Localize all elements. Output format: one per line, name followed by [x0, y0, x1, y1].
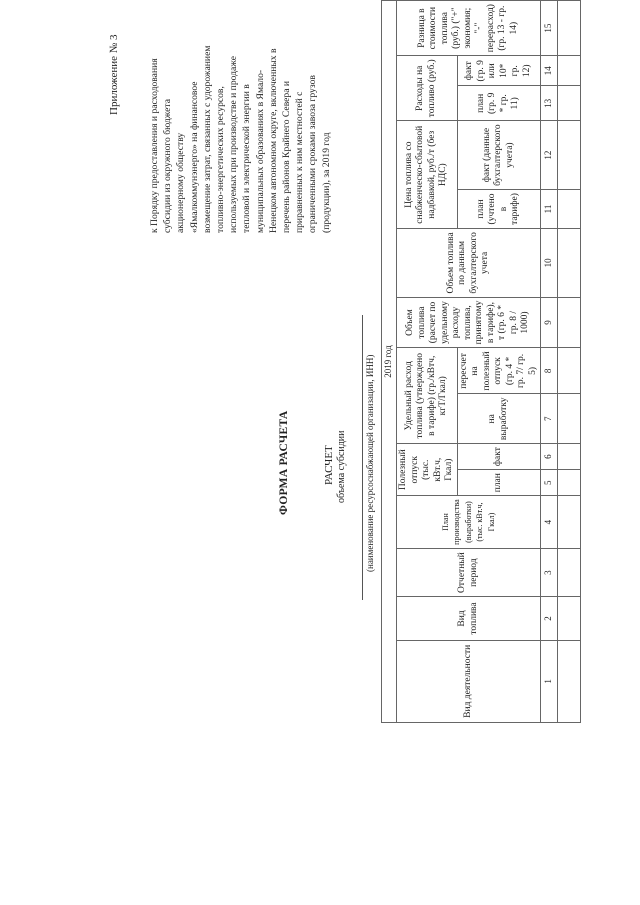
- empty-cell[interactable]: [558, 496, 581, 549]
- empty-cell[interactable]: [558, 56, 581, 86]
- empty-cell[interactable]: [558, 229, 581, 298]
- empty-cell[interactable]: [558, 348, 581, 394]
- year-header: 2019 год: [382, 1, 397, 723]
- subheader-supply-fact: факт: [457, 444, 541, 470]
- column-number: 12: [541, 121, 558, 190]
- subheader-costs-plan: план (гр. 9 * гр. 11): [457, 86, 541, 121]
- column-number: 8: [541, 348, 558, 394]
- column-number: 11: [541, 189, 558, 228]
- column-number: 3: [541, 548, 558, 597]
- column-number: 14: [541, 56, 558, 86]
- empty-cell[interactable]: [558, 444, 581, 470]
- calc-title: РАСЧЕТ: [323, 445, 335, 485]
- header-fuel-volume-acc: Объем топлива по данным бухгалтерского учета: [397, 229, 541, 298]
- empty-cell[interactable]: [558, 189, 581, 228]
- header-activity: Вид деятельности: [397, 640, 541, 722]
- subsidy-calculation-table: [381, 0, 581, 723]
- header-fuel-type: Вид топлива: [397, 597, 541, 640]
- column-number: 7: [541, 394, 558, 444]
- appendix-text: к Порядку предоставления и расходования субсидии из окружного бюджета акционерному обществу «Ямалкоммунэнерго» на финансовое возмещение затрат, связанных с удорожанием топливно-энергетических ресурсов, используемых при производстве и продаже тепловой и электрической энергии в муниципальных образованиях в Ямало-Ненецком автономном округе, включенных в перечень районов Крайнего Севера и приравненных к ним местностей с ограниченными сроками завоза грузов (продукции), за 2019 год: [149, 45, 332, 233]
- header-fuel-price: Цена топлива со снабженческо-сбытовой надбавкой, руб./т (без НДС): [397, 121, 458, 229]
- empty-cell[interactable]: [558, 86, 581, 121]
- column-number: 10: [541, 229, 558, 298]
- empty-cell[interactable]: [558, 121, 581, 190]
- header-production-plan: План производства (выработки) (тыс. кВт.ч, Гкал): [397, 496, 541, 549]
- appendix-title: Приложение № 3: [108, 34, 120, 115]
- subheader-for-production: на выработку: [457, 394, 541, 444]
- header-period: Отчетный период: [397, 548, 541, 597]
- header-fuel-volume-calc: Объем топлива (расчет по удельному расходу топлива, принятому в тарифе), т (гр. 6 * гр. 8 / 1000): [397, 297, 541, 348]
- header-fuel-costs: Расходы на топливо (руб.): [397, 56, 458, 121]
- empty-cell[interactable]: [558, 394, 581, 444]
- subheader-price-plan: план (учтено в тарифе): [457, 189, 541, 228]
- empty-cell[interactable]: [558, 1, 581, 56]
- column-number: 4: [541, 496, 558, 549]
- subheader-supply-plan: план: [457, 470, 541, 496]
- empty-cell[interactable]: [558, 470, 581, 496]
- empty-cell[interactable]: [558, 640, 581, 722]
- column-number: 6: [541, 444, 558, 470]
- form-title: ФОРМА РАСЧЕТА: [278, 410, 290, 515]
- subheader-costs-fact: факт (гр. 9 или 10* гр. 12): [457, 56, 541, 86]
- column-number: 5: [541, 470, 558, 496]
- column-number: 13: [541, 86, 558, 121]
- header-useful-supply: Полезный отпуск (тыс. кВт.ч, Гкал): [397, 444, 458, 496]
- org-caption: (наименование ресурсоснабжающей организации, ИНН): [365, 354, 375, 572]
- org-name-line: [362, 315, 363, 600]
- column-number: 2: [541, 597, 558, 640]
- subheader-recalc: пересчет на полезный отпуск (гр. 4 * гр. 7/ гр. 5): [457, 348, 541, 394]
- column-number: 1: [541, 640, 558, 722]
- header-cost-difference: Разница в стоимости топлива (руб.) ("+" экономия; "-" перерасход) (гр. 13 - гр. 14): [397, 1, 541, 56]
- header-specific-consumption: Удельный расход топлива (утверждено в тарифе) (гр./кВтч, кгТ/Гкал): [397, 348, 458, 444]
- column-number: 9: [541, 297, 558, 348]
- subheader-price-fact: факт (данные бухгалтерского учета): [457, 121, 541, 190]
- calc-subtitle: объема субсидии: [336, 430, 347, 503]
- empty-cell[interactable]: [558, 597, 581, 640]
- empty-cell[interactable]: [558, 297, 581, 348]
- empty-cell[interactable]: [558, 548, 581, 597]
- column-number: 15: [541, 1, 558, 56]
